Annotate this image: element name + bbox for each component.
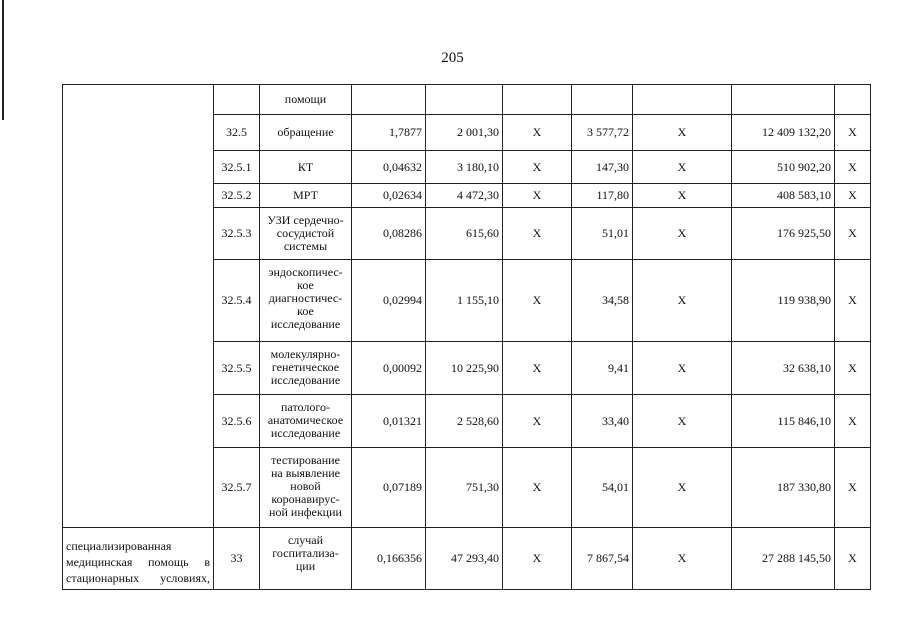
value-cell: 0,08286 — [352, 208, 426, 260]
row-number — [214, 85, 260, 115]
value-cell: 0,04632 — [352, 151, 426, 184]
value-cell: 4 472,30 — [426, 184, 503, 208]
row-number: 32.5 — [214, 115, 260, 151]
unit-cell: КТ — [260, 151, 352, 184]
row-number: 32.5.3 — [214, 208, 260, 260]
value-cell: Х — [835, 184, 871, 208]
value-cell: 1 155,10 — [426, 260, 503, 342]
value-cell: Х — [633, 151, 732, 184]
value-cell: 510 902,20 — [732, 151, 835, 184]
value-cell: Х — [503, 528, 572, 590]
value-cell: 54,01 — [572, 448, 633, 528]
row-number: 33 — [214, 528, 260, 590]
value-cell: Х — [503, 151, 572, 184]
value-cell: 9,41 — [572, 342, 633, 395]
value-cell: 0,02994 — [352, 260, 426, 342]
value-cell: 176 925,50 — [732, 208, 835, 260]
unit-cell: патолого- анатомическое исследование — [260, 395, 352, 448]
row-number: 32.5.2 — [214, 184, 260, 208]
value-cell: Х — [503, 184, 572, 208]
value-cell: Х — [633, 260, 732, 342]
value-cell: 0,00092 — [352, 342, 426, 395]
value-cell: Х — [633, 395, 732, 448]
unit-cell: УЗИ сердечно- сосудистой системы — [260, 208, 352, 260]
value-cell: Х — [633, 528, 732, 590]
unit-cell: молекулярно- генетическое исследование — [260, 342, 352, 395]
value-cell: Х — [633, 448, 732, 528]
value-cell: 10 225,90 — [426, 342, 503, 395]
value-cell: 147,30 — [572, 151, 633, 184]
value-cell: Х — [835, 342, 871, 395]
value-cell: Х — [835, 395, 871, 448]
value-cell: 1,7877 — [352, 115, 426, 151]
row-number: 32.5.4 — [214, 260, 260, 342]
value-cell — [732, 85, 835, 115]
service-name: специализированная медицинская помощь в стационарных условиях, — [66, 539, 210, 585]
value-cell: 119 938,90 — [732, 260, 835, 342]
name-cell-blank — [63, 85, 214, 528]
value-cell: Х — [503, 342, 572, 395]
value-cell: Х — [835, 260, 871, 342]
value-cell: 0,01321 — [352, 395, 426, 448]
table-row — [63, 528, 871, 590]
value-cell: 2 528,60 — [426, 395, 503, 448]
value-cell: 0,07189 — [352, 448, 426, 528]
row-number: 32.5.7 — [214, 448, 260, 528]
tariff-table — [62, 84, 871, 590]
value-cell: Х — [503, 115, 572, 151]
unit-cell: эндоскопичес- кое диагностичес- кое исследование — [260, 260, 352, 342]
value-cell: 47 293,40 — [426, 528, 503, 590]
value-cell: 3 180,10 — [426, 151, 503, 184]
value-cell: Х — [633, 208, 732, 260]
value-cell: 34,58 — [572, 260, 633, 342]
value-cell: Х — [503, 260, 572, 342]
value-cell: 7 867,54 — [572, 528, 633, 590]
value-cell: Х — [835, 528, 871, 590]
value-cell: 0,166356 — [352, 528, 426, 590]
value-cell: Х — [835, 208, 871, 260]
value-cell: 187 330,80 — [732, 448, 835, 528]
value-cell: 615,60 — [426, 208, 503, 260]
value-cell: 3 577,72 — [572, 115, 633, 151]
unit-cell: обращение — [260, 115, 352, 151]
value-cell: Х — [503, 208, 572, 260]
unit-cell: помощи — [260, 85, 352, 115]
unit-cell: случай госпитализа- ции — [260, 528, 352, 590]
value-cell: 115 846,10 — [732, 395, 835, 448]
value-cell: 408 583,10 — [732, 184, 835, 208]
value-cell — [572, 85, 633, 115]
unit-cell: тестирование на выявление новой коронавирус- ной инфекции — [260, 448, 352, 528]
value-cell: Х — [633, 342, 732, 395]
value-cell: Х — [503, 448, 572, 528]
value-cell: Х — [633, 184, 732, 208]
value-cell — [503, 85, 572, 115]
value-cell: Х — [835, 115, 871, 151]
value-cell — [633, 85, 732, 115]
value-cell: 751,30 — [426, 448, 503, 528]
value-cell: Х — [835, 151, 871, 184]
page-number: 205 — [441, 50, 464, 66]
service-name-cell — [63, 528, 214, 590]
value-cell: 117,80 — [572, 184, 633, 208]
table-body — [63, 85, 871, 590]
value-cell: 51,01 — [572, 208, 633, 260]
value-cell: 12 409 132,20 — [732, 115, 835, 151]
value-cell: Х — [835, 448, 871, 528]
value-cell: 33,40 — [572, 395, 633, 448]
value-cell: 32 638,10 — [732, 342, 835, 395]
value-cell — [352, 85, 426, 115]
unit-cell: МРТ — [260, 184, 352, 208]
value-cell: Х — [633, 115, 732, 151]
value-cell: 2 001,30 — [426, 115, 503, 151]
value-cell — [426, 85, 503, 115]
row-number: 32.5.5 — [214, 342, 260, 395]
value-cell — [835, 85, 871, 115]
value-cell: 0,02634 — [352, 184, 426, 208]
row-number: 32.5.1 — [214, 151, 260, 184]
row-number: 32.5.6 — [214, 395, 260, 448]
value-cell: Х — [503, 395, 572, 448]
value-cell: 27 288 145,50 — [732, 528, 835, 590]
table-row — [63, 85, 871, 115]
